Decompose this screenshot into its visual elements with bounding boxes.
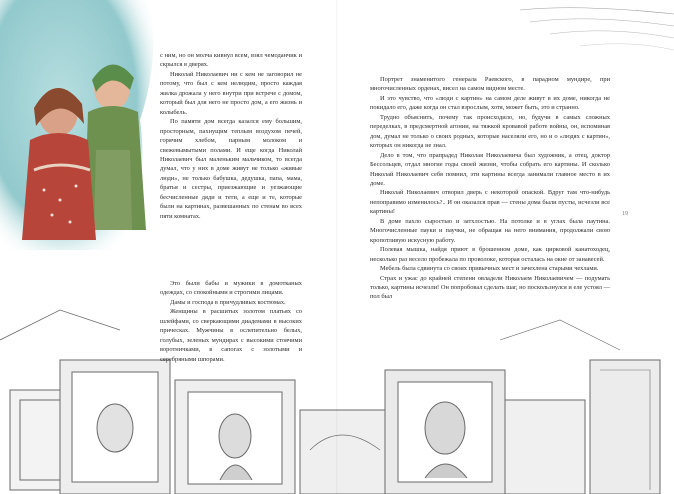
- left-paragraph-6: Женщины в расшитых золотом платьях со шлейфами, со сверкающими диадемами в высоких прическах. Мужчины в ослепительно белых, голубых, зеленых мундирах с высокими стоячими воротничками, в сапогах с золотыми и серебряными шпорами.: [160, 308, 302, 363]
- right-page-text: [370, 75, 610, 302]
- left-paragraph-4: Это были бабы и мужики в домотканых одеждах, со спокойными и строгими лицами.: [160, 280, 302, 297]
- left-page-text-upper: [160, 51, 302, 221]
- page-number: 19: [622, 211, 628, 217]
- right-paragraph-2: И это чувство, что «люди с картин» на самом деле живут в их доме, никогда не покидало его, даже когда он стал взрослым, хотя, может быть, это и странно.: [370, 94, 610, 112]
- right-paragraph-6: В доме пахло сыростью и затхлостью. На потолке и в углах была паутина. Многочисленные пауки и паучки, не обращая на него внимания, продолжали свою кропотливую искусную работу.: [370, 217, 610, 244]
- peasant-women-illustration: [0, 0, 160, 250]
- book-gutter: [336, 0, 338, 494]
- right-paragraph-8: Мебель была сдвинута со своих привычных мест и зачехлена старыми чехлами.: [380, 265, 599, 273]
- right-paragraph-4: Дело в том, что прапрадед Николая Николаевича был художник, а отец, доктор Бессольцев, отдал многие годы своей жизни, чтобы собрать его картины. И сколько Николай Николаевич себя помнил, эти картины всегда занимали главное место в их доме.: [370, 151, 610, 187]
- left-paragraph-2: Николай Николаевич ни с кем не заговорил не потому, что был с кем нелюдим, просто каждая жилка дрожала у него внутри при встрече с домом, который был для него не просто дом, а его жизнь и колыбель.: [160, 70, 302, 116]
- right-paragraph-5: Николай Николаевич отворил дверь с некоторой опаской. Вдруг там что-нибудь непоправимо изменилось?.. И он оказался прав — стены дома были пусты, исчезли все картины!: [370, 189, 610, 216]
- right-paragraph-3: Трудно объяснить, почему так происходило, но, будучи в самых сложных переделках, в предсмертной агонии, на тяжкой кровавой работе войны, он, вспоминая дом, думал не только о своих родных, которые населяли его, но и о «людях с картин», которых он никогда не знал.: [370, 113, 610, 150]
- left-paragraph-5: Дамы и господа в причудливых костюмах.: [170, 298, 286, 306]
- right-paragraph-9: Страх и ужас до крайней степени овладели Николаем Николаевичем — подумать только, картины исчезли! Он попробовал сделать шаг, но поскользнулся и еле устоял — пол был: [370, 274, 610, 301]
- right-paragraph-1: Портрет знаменитого генерала Раевского, в парадном мундире, при многочисленных орденах, висел на самом видном месте.: [370, 76, 610, 93]
- left-paragraph-1: с ним, но он молча кивнул всем, взял чемоданчик и скрылся в дверях.: [160, 52, 302, 69]
- wood-grain-sketch: [520, 0, 674, 60]
- left-page-text-lower: [160, 279, 302, 364]
- right-paragraph-7: Полевая мышка, найдя приют в брошенном доме, как цирковой канатоходец, несколько раз весело пробежала по проволоке, которая осталась на окне от занавесей.: [370, 246, 610, 263]
- left-paragraph-3: По памяти дом всегда казался ему большим, просторным, пахнущим теплым воздухом печей, горячим хлебом, парным молоком и свежевымытыми полами. И еще когда Николай Николаевич был маленьким мальчиком, то всегда думал, что у них в доме живут не только «живые люди», не только бабушка, дедушка, папа, мама, братья и сестры, приезжающие и уезжающие бесчисленные дяди и тети, а еще и те, которые были на картинах, развешанных по стенам во всех пяти комнатах.: [160, 118, 302, 220]
